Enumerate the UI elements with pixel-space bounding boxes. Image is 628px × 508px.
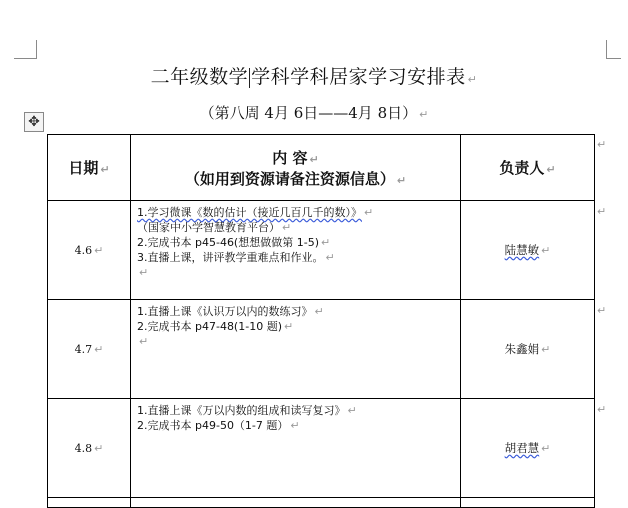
- date-cell[interactable]: [48, 201, 131, 300]
- responsible-cell[interactable]: [461, 498, 595, 508]
- responsible-cell[interactable]: [461, 300, 595, 399]
- content-line: 1.直播上课《万以内数的组成和读写复习》: [137, 404, 346, 417]
- paragraph-mark-icon: ↵: [541, 244, 551, 257]
- paragraph-mark-icon: ↵: [347, 404, 357, 417]
- responsible-cell[interactable]: [461, 201, 595, 300]
- page-corner-top-right: [606, 40, 621, 59]
- content-cell[interactable]: [131, 300, 461, 399]
- title-part-1: 二年级数学: [150, 66, 249, 88]
- responsible-name: 陆慧敏: [504, 243, 540, 257]
- paragraph-mark-icon: ↵: [419, 108, 429, 121]
- paragraph-mark-icon: ↵: [94, 342, 104, 356]
- paragraph-mark-icon: ↵: [139, 335, 149, 348]
- row-end-mark-icon: ↵: [597, 403, 607, 416]
- table-row: [48, 399, 595, 498]
- responsible-name: 朱鑫娟: [504, 342, 540, 356]
- content-cell[interactable]: [131, 399, 461, 498]
- content-cell[interactable]: [131, 498, 461, 508]
- title-part-2: 学科学科居家学习安排表: [251, 66, 466, 88]
- content-line: （国家中小学智慧教育平台）: [137, 221, 280, 234]
- text-cursor: [249, 68, 250, 88]
- header-content-line1: 内 容: [272, 148, 308, 167]
- paragraph-mark-icon: ↵: [139, 266, 149, 279]
- document-title[interactable]: [0, 62, 628, 89]
- content-line: 1.直播上课《认识万以内的数练习》: [137, 305, 313, 318]
- content-line: 2.完成书本 p49-50（1-7 题）: [137, 419, 289, 432]
- table-row: [48, 300, 595, 399]
- table-move-handle-icon[interactable]: ✥: [24, 112, 44, 132]
- subtitle-text: （第八周 4月 6日——4月 8日）: [199, 104, 418, 122]
- paragraph-mark-icon: ↵: [283, 320, 294, 333]
- responsible-cell[interactable]: [461, 399, 595, 498]
- date-cell[interactable]: [48, 399, 131, 498]
- row-end-mark-icon: ↵: [597, 304, 607, 317]
- table-row: [48, 498, 595, 508]
- header-responsible-cell[interactable]: [461, 135, 595, 201]
- row-date: 4.6: [74, 243, 93, 257]
- schedule-table: [47, 134, 595, 508]
- paragraph-mark-icon: ↵: [100, 163, 110, 176]
- paragraph-mark-icon: ↵: [396, 173, 407, 187]
- row-date: 4.8: [74, 441, 93, 455]
- content-line: 2.完成书本 p45-46(想想做做第 1-5): [137, 236, 319, 249]
- header-date: 日期: [68, 159, 99, 177]
- paragraph-mark-icon: ↵: [309, 152, 319, 166]
- content-line: 1.学习微课《数的估计（接近几百几千的数）》: [137, 206, 362, 219]
- paragraph-mark-icon: ↵: [541, 442, 551, 455]
- paragraph-mark-icon: ↵: [94, 441, 104, 455]
- row-end-mark-icon: ↵: [597, 205, 607, 218]
- date-cell[interactable]: [48, 498, 131, 508]
- paragraph-mark-icon: ↵: [541, 343, 551, 356]
- content-line: 3.直播上课，讲评教学重难点和作业。: [137, 251, 324, 264]
- paragraph-mark-icon: ↵: [290, 419, 300, 432]
- paragraph-mark-icon: ↵: [325, 251, 335, 264]
- document-subtitle[interactable]: [0, 102, 628, 123]
- paragraph-mark-icon: ↵: [314, 305, 324, 318]
- table-header-row: [48, 135, 595, 201]
- content-cell[interactable]: [131, 201, 461, 300]
- header-content-cell[interactable]: [131, 135, 461, 201]
- responsible-name: 胡君慧: [504, 441, 540, 455]
- row-end-mark-icon: ↵: [597, 138, 607, 151]
- header-responsible: 负责人: [499, 159, 545, 177]
- date-cell[interactable]: [48, 300, 131, 399]
- header-date-cell[interactable]: [48, 135, 131, 201]
- row-date: 4.7: [74, 342, 93, 356]
- page-corner-top-left: [14, 40, 37, 59]
- paragraph-mark-icon: ↵: [94, 243, 104, 257]
- content-line: 2.完成书本 p47-48(1-10 题): [137, 320, 282, 333]
- paragraph-mark-icon: ↵: [320, 236, 331, 249]
- header-content-line2: （如用到资源请备注资源信息）: [184, 169, 395, 188]
- paragraph-mark-icon: ↵: [282, 221, 292, 234]
- table-row: [48, 201, 595, 300]
- paragraph-mark-icon: ↵: [546, 163, 556, 176]
- paragraph-mark-icon: ↵: [364, 206, 374, 219]
- paragraph-mark-icon: ↵: [467, 73, 478, 86]
